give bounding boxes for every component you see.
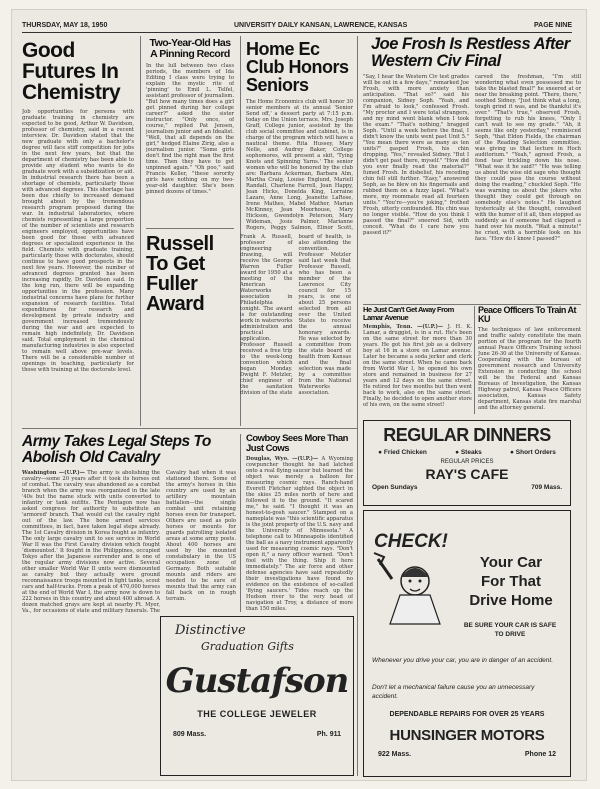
newspaper-page bbox=[12, 10, 586, 780]
headline: Good Futures In Chemistry bbox=[22, 40, 121, 104]
column-rule bbox=[474, 306, 475, 414]
menu-item: ● Steaks bbox=[455, 449, 482, 456]
column-rule bbox=[140, 36, 141, 426]
article-body: The techniques of law enforcement and traffic safety constitute the main portion of the program for the fourth annual Peace Officers Training school June 26-30 at the University of Kansas. Cooperating with the bureau of government research and University Extension in conducting the school will be the Federal and Kansas Bureaus of Investigation, the Kansas Highway patrol, Kansas Peace Officers association, Kansas Safety department, Kansas state fire marshal and the attorney general. bbox=[478, 327, 581, 411]
ad-name: HUNSINGER MOTORS bbox=[389, 727, 545, 744]
ad-sub: BE SURE YOUR CAR IS SAFE TO DRIVE bbox=[463, 622, 557, 638]
column-rule bbox=[240, 434, 241, 612]
ad-hours: Open Sundays bbox=[372, 484, 418, 491]
ad-prices: REGULAR PRICES bbox=[440, 459, 494, 465]
ad-dependable: DEPENDABLE REPAIRS FOR OVER 25 YEARS bbox=[389, 711, 545, 718]
column-rule bbox=[357, 36, 358, 776]
ad-hunsinger-motors bbox=[363, 510, 571, 777]
article-body-left: The army is abolishing the cavalry—some 20 years after it took its horses out of combat. The cavalry was abandoned as a combat branch when the army was reorganized in the late '40s but the name stuck with units converted to infantry or tank outfits. The Pentagon now has asked congress for authority to substitute an 'armored' branch. That would cut the cavalry right out of the law. The bone armed services committees, in fact, have taken legal steps already. The 1st Cavalry division in Korea fought as infantry. The only large cavalry unit to see service in World War II was the First Cavalry division which fought ‘dismounted.’ It fought in the Philippines, occupied Tokyo after the Japanese surrender and is one of the regular army divisions now active. Several other smaller World War II units were dismounted as cavalry but they actually were ground reconnaissance troops mounted in light tanks, scout cars and half-tracks. From a peak of 470,000 horses at the end of World War I, the army now is down to 222 horses in this country and about 400 abroad. A dozen matched grays are kept at nearby Ft. Myer, Va., for occasions of state and military funerals. The bbox=[22, 470, 160, 614]
headline: Two-Year-Old Has A Pinning Record bbox=[149, 38, 231, 60]
menu-item: ● Short Orders bbox=[510, 449, 556, 456]
article-body: J. H. K. Lamar, a druggist, is in a rut. He's been on the same street for more than 30 years. He got his first job as a delivery boy at 16 in a store on Lamar avenue. Later he became a soda jerker and clerk on the same street. When he came back from World War I, he opened his own store and remained in business for 27 years and 12 days on the same street. He retired for two months but then went back to work, also on the same street. Finally, he decided to open another store of his own, on the same street! bbox=[363, 324, 472, 408]
dateline: Washington —(U.P.)— bbox=[22, 470, 85, 476]
ad-phone: Ph. 911 bbox=[316, 731, 341, 738]
headline: Cowboy Sees More Than Just Cows bbox=[246, 434, 348, 454]
ad-name: Gustafson bbox=[165, 661, 349, 701]
ad-tagline: THE COLLEGE JEWELER bbox=[197, 709, 317, 719]
headline: Home Ec Club Honors Seniors bbox=[246, 40, 349, 95]
ad-headline-1: Your Car bbox=[479, 554, 543, 571]
article-body-left: "Say, I hear the Western Civ test grades will be out in a few days," remarked Joe Frosh, with more anxiety than anticipation. "That so?" said his companion, Sidney Soph. "Yeah, and I'm afraid to look," confessed Frosh. "My proctor and I were total strangers, and my mind went blank when I took the exam." "That's nothing," bragged Soph. "Until a week before the final, I didn't know the units went past Unit 5." "You mean there were as many as ten units?" gasped Frosh, his chin dropping. "Yes," revealed Sidney. "But I didn't get past there, myself." "How did you ever finally read the material?" fumed Frosh. In disbelief, his receding chin fell still further. "Easy," answered Soph, as he blew on his fingernails and rubbed them on a fuzzy lapel. "What's more, my roommate read all fourteen units." "You're—you're joking," frothed Frosh, utterly confounded. His chin was no longer visible. "How do you think I passed the final?" sneered Sid, with conceit. "What do I care how you passed it?" bbox=[363, 74, 469, 236]
article-joe-frosh bbox=[363, 36, 581, 326]
masthead bbox=[22, 18, 572, 33]
article-russell bbox=[146, 234, 351, 424]
ad-exclaim: CHECK! bbox=[374, 531, 448, 552]
masthead-date: THURSDAY, MAY 18, 1950 bbox=[22, 21, 108, 29]
headline: Joe Frosh Is Restless After Western Civ Final bbox=[371, 36, 570, 70]
dateline: Douglas, Wyo. —(U.P.)— bbox=[246, 456, 319, 462]
section-rule bbox=[363, 304, 581, 305]
article-body: A Wyoming cowpuncher thought he had latched onto a real flying saucer but learned the object was merely a balloon for measuring cosmic rays. Ranch-hand Everett Fletcher sighted the object in the skies 25 miles north of here and followed it to the ground. "It scared me," he said. "I thought it was an honest-to-gosh saucer." Stamped on a nameplate was "this scientific apparatus is the joint property of the U.S. navy and the University of Minnesota." A telephone call to Minneapolis identified the ball as a navy instrument apparently used for measuring cosmic rays. "Don't open it," a navy officer warned. "Don't fool with the thing. Ship it here immediately." The air force and other defense agencies have said repeatedly their investigations have found no evidence on the existence of so-called 'flying saucers.' Tides reach up the Hudson river to the very head of navigation at Troy, a distance of more than 150 miles. bbox=[246, 456, 353, 612]
ad-phone: Phone 12 bbox=[524, 751, 556, 758]
article-body: Frank A. Russell, professor of engineering drawing, will receive the George Warren Fuller award for 1950 at a meeting of the American Waterworks association in Philadelphia tonight. The award is for outstanding work in waterworks administration and practical application. Professor Russell received a free trip to the week-long convention which began Monday. Dwight F. Metzler, chief engineer of the sanitation division of the state board of health, is also attending the convention. Professor Metzler said last week that Professor Russell, who has been a member of the Lawrence City council for 15 years, is one of about 25 persons selected from all over the United States to receive the annual honorary awards. He was selected by a committee from the state board of health from Kansas and the final selection was made by a committee from the National Waterworks association. bbox=[240, 234, 351, 396]
article-body-right: carved the freshman, "I'm still wondering what even possessed me to take the blasted final!" he sneered at or near the breaking point. "There, there," soothed Sidney. "Just think what a long, tough grind it was, and be thankful it's over." "That's true," observed Frosh, forgetting to rub his knees, "Only I can't wait to see my grade." "Ah, it seems like only yesterday," reminisced Soph, "that Eldon Fields, the chairman of the Reading Selection committee, was giving us that lecture in Hoch auditorium." "Yeah," agreed Frosh, a fond tear trickling down his nose. "What was it he said?" "He was telling us about the wise old sage who thought they could pass the course without doing the reading," chuckled Soph. "He was warning us about the jokers who thought they could get through on somebody else's notes." He laughed hysterically at the thought, convulsed with the humor of it all, then stopped as suddenly as if someone had clapped a hand over his mouth. "Wait a minute!" he cried, with a horrible look on his face. "How do I know I passed?" bbox=[475, 74, 581, 242]
ad-name: RAY'S CAFE bbox=[425, 466, 509, 482]
ad-line-2: Don't let a mechanical failure cause you an unnecessary accident. bbox=[372, 684, 535, 700]
ad-address: 709 Mass. bbox=[531, 484, 562, 491]
article-body: The Home Economics club will honor 30 senior members at its annual 'Senior Send off,' a dessert party at 7:15 p.m. today on the Union terrace. Mrs. Joseph Graff, College junior, assisted by the club social committee and cabinet, is in charge of the program which will have a nautical theme. Rita Hussey, Mary Nelle, and Audrey Baker, College sophomores, will present a skit, 'Tying Knots and Spinning Yarns.' The senior women who will be honored by the club are: Barbara Ackerman, Barbara Alm, Martha Craig, Louise Englund, Mariell Randall, Charlene Farrell, Joan Happy, Jean Hicks, Donelda King, Lorraine Lazare, Anne Long, Jeanette LaRose, Irene Mathes, Mabel Mather, Marian McKinney, Jean Moorhouse, Mary Hickson, Gwendolyn Peterson, Mary Wideman, Josie Palmer, Marianne Rogers, Peggy Salmon, Elinor Scott, bbox=[246, 99, 353, 230]
headline: Russell To Get Fuller Award bbox=[146, 234, 214, 315]
article-home-ec bbox=[246, 40, 353, 230]
article-body-right: Cavalry had when it was stationed there. Some of the army's horses in this country are used by an artillery mountain battalion—the single combat unit retaining horses even for transport. Others are used as polo horses or mounts for guards patrolling isolated areas at some army posts. About 400 horses are used by the mounted constabulary in the US occupation zone of Germany. Both suitable mounts and riders are needed to be sure of mounts that the army can fall back on in rough terrain. bbox=[166, 470, 236, 602]
headline: Army Takes Legal Steps To Abolish Old Cavalry bbox=[22, 434, 211, 466]
article-cowboy bbox=[246, 434, 353, 612]
ad-headline-2: For That bbox=[481, 573, 541, 590]
ad-line-1: Whenever you drive your car, you are in danger of an accident. bbox=[372, 657, 554, 664]
ad-headline-3: Drive Home bbox=[469, 592, 553, 609]
article-peace-officers bbox=[478, 306, 581, 414]
masthead-page: PAGE NINE bbox=[534, 21, 572, 29]
ad-address: 809 Mass. bbox=[173, 731, 207, 738]
article-body: In the lull between two class periods, the members of Ida Editing I class were trying to explain the mystic rite of 'pinning' to Emil L. Telfel, assistant professor of journalism. "But how many times does a girl get pinned during her college career?" asked the sister instructor. "Only once, of course," replied Pat Jensen, journalism junior and an Idealist. "Well, that all depends on the girl," hedged Elaine Zirig, also a journalism junior. "Some girls don't find the right man the first time. Then they have to get unpinned again." "Oh poo," said Francis Keller, "these sorority girls have nothing on my two-year-old daughter. She's been pinned dozens of times." bbox=[146, 63, 234, 195]
article-good-futures bbox=[22, 40, 134, 430]
article-body: Job opportunities for persons with graduate training in chemistry are expected to be good, Arthur W. Davidson, professor of chemistry, said in a recent interview. Dr. Davidson stated that the new graduate with only a bachelor's degree will face stiff competition for jobs in the next few years, but that the department of chemistry has been able to provide any student who wants to do graduate work with a subsidization or aid. In industrial research there has been a shortage of chemists, particularly those with advanced degrees. This shortage has been due chiefly to increased demand brought about by the tremendous research program proposed during the war. In industrial laboratories, where chemists representing a large proportion of the number of scientists and research engineers employed, opportunities have been good for those with advanced degrees or specialized experience in the field. Chemists with graduate training, particularly those with doctorates, should continue to have good prospects in the next few years. However, the number of advanced degrees granted has been increasing rapidly, Dr. Davidson said. In the long run, there will be expanding opportunities in the profession. Many industrial concerns have plans for further expansion of research facilities. Total expenditures for research and development by private industry and government increased tremendously during the war and are expected to remain high indefinitely, Dr. Davidson said. Total employment in the chemical manufacturing industries is also expected to remain well above pre-war levels. There will be a considerable number of openings in teaching, particularly for those with training at the doctorate level. bbox=[22, 109, 134, 373]
headline: Peace Officers To Train At KU bbox=[478, 306, 577, 324]
article-two-year-old bbox=[146, 38, 234, 226]
article-lamar bbox=[363, 306, 472, 414]
dateline: Memphis, Tenn. —(U.P.)— bbox=[363, 324, 444, 330]
section-rule bbox=[22, 428, 357, 429]
ad-address: 922 Mass. bbox=[378, 751, 412, 758]
ad-rays-cafe bbox=[363, 420, 571, 506]
ad-gustafson bbox=[160, 616, 354, 776]
menu-item: ● Fried Chicken bbox=[378, 449, 427, 456]
ad-headline: REGULAR DINNERS bbox=[383, 425, 551, 445]
ad-top-line: Distinctive bbox=[175, 623, 246, 638]
masthead-paper: UNIVERSITY DAILY KANSAN, LAWRENCE, KANSAS bbox=[234, 21, 408, 29]
section-rule bbox=[146, 228, 234, 229]
ad-second-line: Graduation Gifts bbox=[201, 640, 294, 653]
headline: He Just Can't Get Away From Lamar Avenue bbox=[363, 306, 454, 322]
